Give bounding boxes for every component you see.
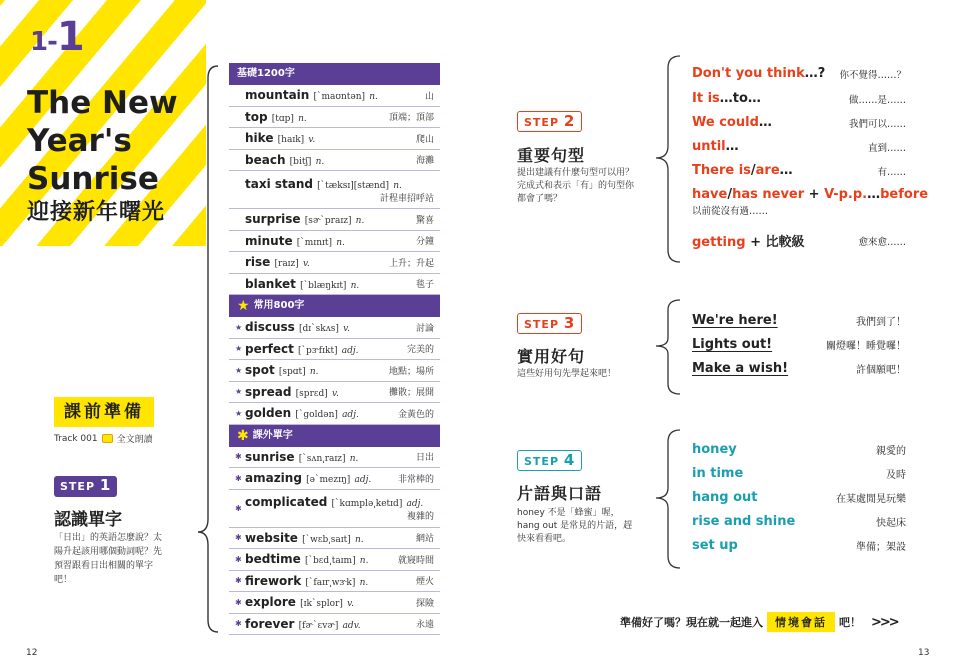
phrase-zh: 我們到了！ [856,317,906,328]
vocab-ipa: [raɪz] [274,259,299,270]
vocab-word-text: surprise [245,212,301,227]
vocab-ipa: [ˋgoldən] [295,410,338,421]
vocab-brace [196,64,222,634]
vocab-row [229,85,440,107]
idiom-zh: 及時 [886,470,906,481]
phrase-row [692,313,906,328]
asterisk-icon: ✱ [237,427,249,444]
vocab-pos: n. [354,534,364,545]
vocab-row [229,614,440,636]
vocab-ipa: [əˋmezɪŋ] [306,475,351,486]
speaker-icon[interactable] [102,434,113,443]
pattern-part: There is [692,163,751,178]
pattern-zh: 你不覺得……？ [839,69,906,81]
vocab-word [245,88,378,102]
vocab-meaning: 山 [424,91,434,102]
vocab-word-text: complicated [245,495,328,509]
idiom-en: set up [692,538,738,553]
vocab-table [229,63,440,635]
vocab-row [229,209,440,231]
vocab-row [229,549,440,571]
vocab-row [229,490,440,528]
pattern-part: It is [692,91,720,106]
vocab-word [245,531,364,545]
vocab-meaning: 討論 [415,323,434,334]
vocab-pos: n. [350,280,360,291]
lesson-title-zh: 迎接新年曙光 [27,200,166,225]
vocab-row [229,317,440,339]
idiom-zh: 親愛的 [876,446,906,457]
step4-desc: honey 不是「蜂蜜」喔，hang out 是常見的片語，趕快來看看吧。 [517,508,633,544]
pattern-part: … [758,115,772,130]
vocab-ipa: [haɪk] [277,135,305,146]
vocab-meaning: 海灘 [415,156,434,167]
track-label: 全文朗讀 [116,435,153,445]
pattern-part: We could [692,115,759,130]
vocab-word-text: spot [245,363,275,378]
pattern-en [692,115,772,130]
vocab-word [245,406,359,420]
vocab-word [245,617,361,631]
vocab-word-text: sunrise [245,449,295,464]
vocab-pos: v. [343,324,350,335]
vocab-pos: n. [359,577,369,588]
pattern-part: Don't you think [692,66,805,81]
vocab-meaning: 攤散；展開 [388,388,434,399]
vocab-row [229,274,440,296]
vocab-pos: v. [332,388,339,399]
vocab-ipa: [dɪˋskʌs] [298,324,339,335]
vocab-word-text: forever [245,616,295,631]
phrase-en: We're here! [692,313,778,328]
step3-desc: 這些好用句先學起來吧！ [517,369,617,379]
vocab-ipa: [tɑp] [271,113,294,124]
vocab-row [229,571,440,593]
pattern-en [692,66,825,81]
vocab-meaning: 地點；場所 [388,366,434,377]
vocab-meaning: 驚喜 [415,215,434,226]
step3-title: 實用好句 [517,347,586,366]
audio-track[interactable] [54,432,153,445]
vocab-ipa: [spɑt] [278,367,306,378]
vocab-ipa: [sprɛd] [295,388,328,399]
vocab-row [229,252,440,274]
vocab-word-text: spread [245,384,292,399]
idiom-en: hang out [692,490,758,505]
step1-title: 認識單字 [54,510,122,530]
idiom-row [692,442,906,457]
pattern-part: … [725,139,739,154]
vocab-word-text: explore [245,595,296,610]
vocab-ipa: [ˋsʌn͵raɪz] [298,453,346,464]
vocab-word-text: amazing [245,471,302,486]
idiom-zh: 準備；架設 [856,542,906,553]
idiom-row [692,490,906,505]
prep-badge: 課前準備 [54,397,154,427]
vocab-pos: n. [369,92,378,103]
pattern-part: …to… [719,91,761,106]
pattern-row [692,91,906,106]
pattern-zh: 有…… [877,166,906,178]
vocab-meaning: 毯子 [415,280,434,291]
step3-brace [654,298,684,396]
vocab-meaning: 就寢時間 [397,555,434,566]
vocab-ipa: [fɚˋɛvɚ] [298,620,339,631]
vocab-meaning: 網站 [415,534,434,545]
vocab-word [245,212,364,226]
asterisk-bullet-icon: ✱ [235,597,242,607]
vocab-ipa: [ˋpɝfɪkt] [298,345,338,356]
vocab-word [245,255,310,269]
idiom-en: in time [692,466,744,481]
next-arrows-icon[interactable]: >>> [871,614,898,630]
vocab-pos: n. [349,453,359,464]
pattern-part: … [867,187,881,202]
basic-words-header: 基礎1200字 [229,63,440,85]
pattern-part: V-p.p. [824,187,868,202]
step4-badge: STEP 4 [517,450,582,471]
unit-number: 1-1 [30,14,84,60]
vocab-word [245,153,324,167]
vocab-ipa: [ˋblæŋkɪt] [300,280,347,291]
phrase-zh: 許個願吧！ [856,365,906,376]
pattern-row [692,139,906,154]
vocab-row [229,171,440,209]
vocab-word [245,342,359,356]
step2-desc: 提出建議有什麼句型可以用？完成式和表示「有」的句型你都會了嗎？ [517,168,635,204]
vocab-pos: n. [355,216,365,227]
vocab-word [245,595,354,609]
pattern-part: + [804,187,825,202]
pattern-row [692,66,906,81]
asterisk-bullet-icon: ✱ [235,619,242,629]
vocab-pos: adj. [406,499,424,509]
vocab-meaning: 金黃色的 [397,409,434,420]
pattern-en [692,231,805,250]
star-bullet-icon: ★ [235,365,243,375]
asterisk-bullet-icon: ✱ [235,452,242,462]
idiom-zh: 快起床 [876,518,906,529]
vocab-word [245,495,423,509]
vocab-meaning: 上升；升起 [388,258,434,269]
phrase-zh: 關燈囉！睡覺囉！ [826,341,906,352]
vocab-pos: v. [347,599,354,610]
vocab-pos: adj. [354,475,372,486]
vocab-word [245,177,402,191]
vocab-ipa: [ˋbɛd͵taɪm] [305,556,356,567]
pattern-en [692,91,761,106]
step2-badge: STEP 2 [517,111,582,132]
pattern-part: before [880,187,929,202]
vocab-ipa: [ˋtæksɪ][stænd] [317,180,389,191]
vocab-meaning: 日出 [415,453,434,464]
vocab-word [245,110,307,124]
vocab-word [245,552,368,566]
pattern-zh: 以前從沒有過…… [692,206,769,217]
vocab-pos: adv. [342,620,361,631]
vocab-word-text: beach [245,152,286,167]
vocab-ipa: [ˋmaʊntən] [313,92,366,103]
vocab-meaning: 分鐘 [415,237,434,248]
vocab-pos: n. [309,367,319,378]
vocab-ipa: [ˋmɪnɪt] [296,237,332,248]
vocab-word-text: top [245,109,268,124]
vocab-pos: adj. [342,410,359,421]
pattern-part: are [755,163,780,178]
vocab-pos: adj. [341,345,359,356]
vocab-row [229,360,440,382]
vocab-word-text: discuss [245,320,295,335]
vocab-meaning: 頂端；頂部 [388,113,434,124]
pattern-part: until [692,139,726,154]
star-bullet-icon: ★ [235,408,243,418]
vocab-ipa: [ˋwɛb͵saɪt] [302,534,351,545]
pattern-en [692,139,739,154]
step2-brace [654,54,684,264]
vocab-word [245,574,368,588]
vocab-word-text: hike [245,131,274,146]
pattern-part: have [692,187,728,202]
vocab-pos: v. [303,259,310,270]
step4-brace [654,428,684,570]
vocab-word [245,277,359,291]
track-number: Track 001 [54,433,98,444]
vocab-word-text: mountain [245,88,310,103]
vocab-meaning: 煙火 [415,577,434,588]
vocab-row [229,231,440,253]
common-words-header: ★ 常用800字 [229,295,440,317]
vocab-row [229,339,440,361]
idiom-row [692,514,906,529]
vocab-word [245,131,315,145]
vocab-ipa: [ˋkɑmplə͵ketɪd] [331,499,403,509]
pattern-part: / [727,187,733,202]
asterisk-bullet-icon: ✱ [235,554,242,564]
vocab-word [245,471,371,485]
vocab-pos: n. [315,156,325,167]
vocab-pos: n. [336,237,345,248]
star-bullet-icon: ★ [235,387,243,397]
vocab-pos: n. [393,180,402,191]
vocab-meaning: 計程車招呼站 [379,193,434,204]
vocab-word-text: bedtime [245,552,301,567]
pattern-en [692,163,793,178]
vocab-row [229,150,440,172]
pattern-zh: 愈來愈…… [858,236,906,248]
vocab-ipa: [bitʃ] [289,156,312,167]
page-number-right: 13 [918,648,930,658]
pattern-zh: 我們可以…… [848,118,906,130]
vocab-meaning: 探險 [415,598,434,609]
extra-words-header: ✱ 課外單字 [229,425,440,447]
pattern-part: / [750,163,756,178]
phrase-row [692,361,906,376]
vocab-word-text: minute [245,233,293,248]
idiom-en: honey [692,442,737,457]
vocab-word-text: website [245,530,298,545]
vocab-word [245,450,358,464]
pattern-row [692,115,906,130]
idiom-en: rise and shine [692,514,796,529]
idiom-row [692,466,906,481]
idiom-row [692,538,906,553]
vocab-word-text: firework [245,573,302,588]
step3-badge: STEP 3 [517,313,582,334]
star-bullet-icon: ★ [235,322,243,332]
pattern-part: …? [804,66,826,81]
page-number-left: 12 [26,648,38,658]
step1-badge: STEP 1 [54,476,117,497]
asterisk-bullet-icon: ✱ [235,533,242,543]
phrase-en: Make a wish! [692,361,789,376]
pattern-part: has never [732,187,805,202]
vocab-word [245,320,350,334]
vocab-row [229,403,440,425]
star-bullet-icon: ★ [235,344,243,354]
idiom-zh: 在某處閒晃玩樂 [836,494,906,505]
vocab-ipa: [sɚˋpraɪz] [304,216,352,227]
vocab-row [229,592,440,614]
pattern-part: … [779,163,793,178]
vocab-word-text: taxi stand [245,176,313,191]
vocab-meaning: 永遠 [415,620,434,631]
vocab-row [229,447,440,469]
pattern-row [692,187,929,217]
pattern-row [692,231,906,250]
lesson-title-en: The New Year's Sunrise [27,85,178,197]
pattern-zh: 直到…… [867,142,906,154]
vocab-word [245,385,339,399]
pattern-part: getting [692,235,746,250]
vocab-word-text: blanket [245,276,296,291]
asterisk-bullet-icon: ✱ [235,576,242,586]
vocab-ipa: [ɪkˋsplor] [300,599,343,610]
pattern-part: 比較級 [765,235,805,250]
vocab-row [229,128,440,150]
dialogue-link[interactable]: 情境會話 [767,612,835,632]
asterisk-bullet-icon: ✱ [235,504,242,513]
vocab-pos: n. [359,556,369,567]
vocab-row [229,382,440,404]
vocab-meaning: 完美的 [406,345,434,356]
vocab-word [245,234,345,248]
vocab-pos: n. [298,113,307,124]
step1-desc: 「日出」的英語怎麼說？太陽升起該用哪個動詞呢？先預習跟看日出相關的單字吧！ [54,533,163,585]
vocab-word-text: perfect [245,341,294,356]
pattern-part: + [745,235,766,250]
vocab-pos: v. [308,135,316,146]
pattern-en [692,187,928,202]
step4-title: 片語與口語 [517,484,603,503]
vocab-word [245,363,319,377]
vocab-meaning: 複雜的 [406,512,434,522]
vocab-meaning: 非常棒的 [397,474,434,485]
vocab-meaning: 爬山 [415,134,434,145]
vocab-word-text: golden [245,406,292,421]
vocab-ipa: [ˋfaɪr͵wɝk] [305,577,356,588]
vocab-row [229,468,440,490]
pattern-zh: 做……是…… [848,94,906,106]
asterisk-bullet-icon: ✱ [235,473,242,483]
step2-title: 重要句型 [517,146,586,165]
ready-prompt: 準備好了嗎？現在就一起進入 情境會話 吧！ >>> [620,612,898,632]
phrase-en: Lights out! [692,337,773,352]
vocab-row [229,107,440,129]
star-icon: ★ [237,298,250,314]
vocab-row [229,528,440,550]
pattern-row [692,163,906,178]
phrase-row [692,337,906,352]
vocab-word-text: rise [245,255,271,270]
